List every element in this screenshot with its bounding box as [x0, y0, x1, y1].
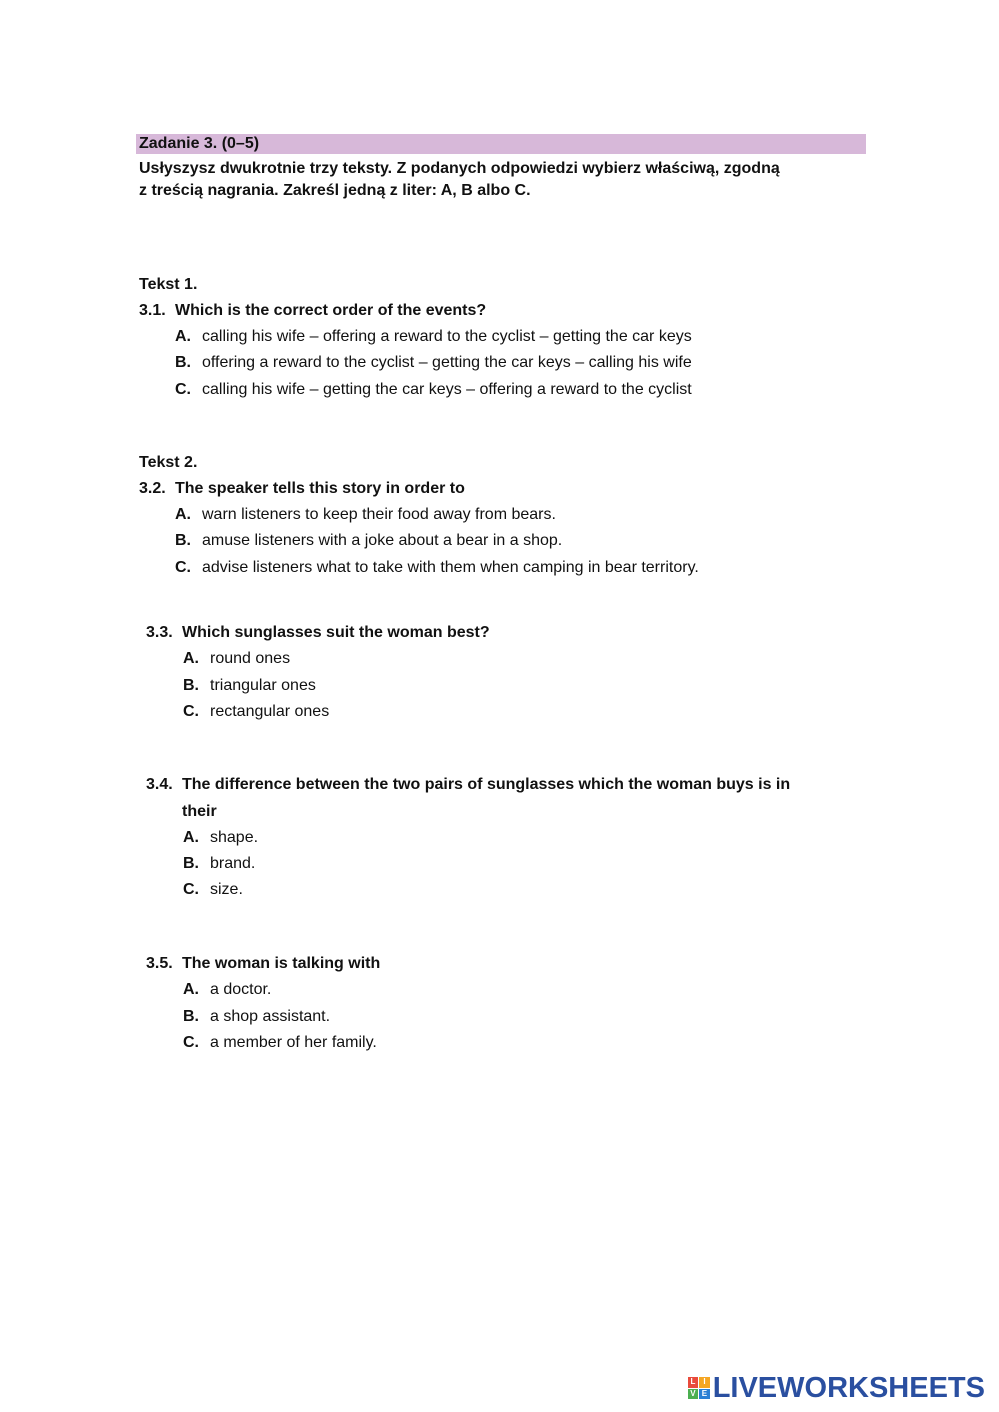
- option-text: triangular ones: [210, 677, 316, 694]
- option-text: offering a reward to the cyclist – getting the car keys – calling his wife: [202, 354, 692, 371]
- option-letter: A.: [175, 506, 191, 523]
- option-3-1-c[interactable]: [175, 380, 692, 400]
- option-3-1-a[interactable]: [175, 327, 692, 347]
- task-title: Zadanie 3. (0–5): [139, 135, 260, 152]
- question-text: Which is the correct order of the events?: [175, 302, 487, 319]
- option-3-4-a[interactable]: [183, 828, 258, 848]
- option-letter: A.: [183, 981, 199, 998]
- option-letter: A.: [183, 829, 199, 846]
- option-letter: C.: [183, 1034, 199, 1051]
- option-text: a member of her family.: [210, 1034, 377, 1051]
- option-3-3-a[interactable]: [183, 649, 290, 669]
- logo-text: LIVEWORKSHEETS: [712, 1372, 985, 1404]
- question-text: The difference between the two pairs of sunglasses which the woman buys is in: [182, 776, 791, 793]
- option-3-3-b[interactable]: [183, 676, 316, 696]
- question-number: 3.2.: [139, 480, 166, 497]
- option-letter: A.: [183, 650, 199, 667]
- logo-mark-icon: L I V E: [688, 1377, 710, 1399]
- option-letter: B.: [183, 855, 199, 872]
- instruction-line-1: Usłyszysz dwukrotnie trzy teksty. Z podanych odpowiedzi wybierz właściwą, zgodną: [139, 160, 780, 177]
- option-text: rectangular ones: [210, 703, 330, 720]
- option-text: a doctor.: [210, 981, 272, 998]
- question-number: 3.1.: [139, 302, 166, 319]
- option-text: a shop assistant.: [210, 1008, 331, 1025]
- option-3-5-a[interactable]: [183, 980, 271, 1000]
- question-3-2: [139, 479, 465, 499]
- option-text: amuse listeners with a joke about a bear in a shop.: [202, 532, 563, 549]
- liveworksheets-logo[interactable]: [688, 1374, 985, 1402]
- option-3-4-b[interactable]: [183, 854, 255, 874]
- option-3-3-c[interactable]: [183, 702, 329, 722]
- option-text: shape.: [210, 829, 259, 846]
- section-label-text1: Tekst 1.: [139, 276, 198, 293]
- option-letter: C.: [175, 559, 191, 576]
- question-3-1: [139, 301, 486, 321]
- option-3-1-b[interactable]: [175, 353, 692, 373]
- question-3-5: [146, 954, 380, 974]
- option-letter: C.: [183, 703, 199, 720]
- option-3-5-c[interactable]: [183, 1033, 377, 1053]
- option-text: calling his wife – offering a reward to the cyclist – getting the car keys: [202, 328, 692, 345]
- option-letter: A.: [175, 328, 191, 345]
- option-letter: B.: [175, 354, 191, 371]
- option-text: size.: [210, 881, 243, 898]
- option-3-2-c[interactable]: [175, 558, 699, 578]
- option-3-5-b[interactable]: [183, 1007, 330, 1027]
- question-text: Which sunglasses suit the woman best?: [182, 624, 490, 641]
- instruction-line-2: z treścią nagrania. Zakreśl jedną z liter: A, B albo C.: [139, 182, 531, 199]
- option-letter: B.: [175, 532, 191, 549]
- option-text: advise listeners what to take with them when camping in bear territory.: [202, 559, 699, 576]
- question-3-3: [146, 623, 490, 643]
- question-number: 3.4.: [146, 776, 173, 793]
- option-text: warn listeners to keep their food away from bears.: [202, 506, 556, 523]
- question-number: 3.3.: [146, 624, 173, 641]
- option-letter: B.: [183, 677, 199, 694]
- question-3-4-line-2: their: [182, 803, 217, 820]
- option-letter: C.: [175, 381, 191, 398]
- option-3-2-a[interactable]: [175, 505, 556, 525]
- option-text: round ones: [210, 650, 291, 667]
- option-text: brand.: [210, 855, 256, 872]
- question-text: The woman is talking with: [182, 955, 381, 972]
- option-3-4-c[interactable]: [183, 880, 243, 900]
- question-3-4: [146, 775, 790, 795]
- option-3-2-b[interactable]: [175, 531, 562, 551]
- section-label-text2: Tekst 2.: [139, 454, 198, 471]
- option-letter: C.: [183, 881, 199, 898]
- question-text: The speaker tells this story in order to: [175, 480, 465, 497]
- option-text: calling his wife – getting the car keys – offering a reward to the cyclist: [202, 381, 692, 398]
- question-number: 3.5.: [146, 955, 173, 972]
- option-letter: B.: [183, 1008, 199, 1025]
